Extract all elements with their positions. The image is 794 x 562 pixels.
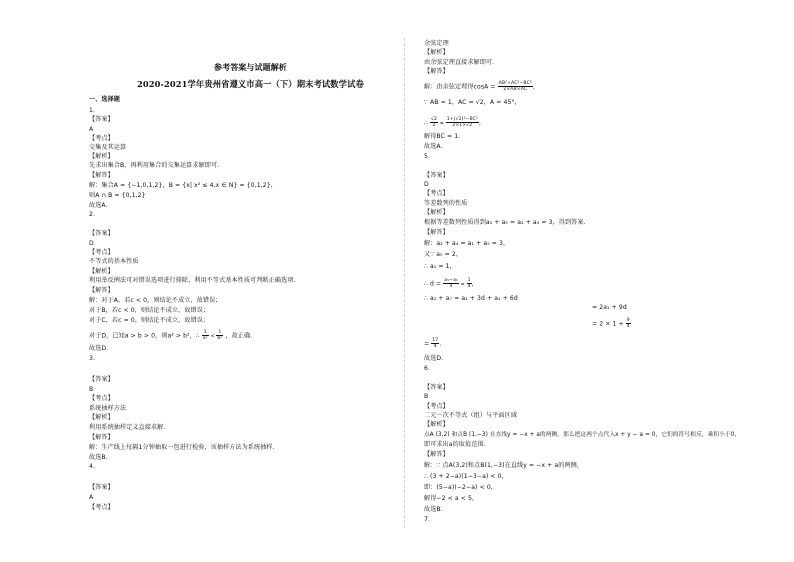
- fraction-substituted: $\frac{\text{1+(√2)²−BC²}}{2\times 1\times√2}$: [446, 117, 478, 128]
- knowledge-tag: 【考点】: [424, 403, 449, 410]
- answer-value: A: [89, 494, 94, 501]
- analysis-text: 利用系统抽样定义直接求解.: [89, 424, 166, 431]
- solution-line: 解得BC = 1.: [424, 133, 461, 140]
- question-number: 2.: [89, 211, 96, 218]
- solution-tag: 【解答】: [424, 229, 449, 236]
- solution-text: =: [424, 340, 430, 348]
- answer-value: B: [89, 386, 94, 393]
- solution-line: 即：(5−a)(−2−a) < 0，: [424, 484, 497, 491]
- question-number: 6.: [424, 365, 431, 372]
- solution-tag: 【解答】: [424, 68, 449, 75]
- answer-tag: 【答案】: [89, 116, 114, 123]
- solution-tag: 【解答】: [89, 172, 114, 179]
- solution-line: 解：∵ 点A(3,2)和点B(1,−3)在直线y = −x + a的两侧，: [424, 462, 583, 469]
- solution-line: ∴ a₁ = 1，: [424, 263, 456, 270]
- cosine-law-line: 解：由余弦定理得cosA = $\frac{\text{AB²+AC²−BC²}}{2\times AB\times AC}$ ，: [424, 81, 540, 92]
- answer-value: D: [89, 240, 94, 247]
- common-difference-line: ∴ d = $\frac{\text{a₅−a₁}}{4}$ = $\frac{1}{4}$ ，: [424, 278, 478, 289]
- question-number: 7.: [424, 516, 431, 523]
- analysis-tag: 【解析】: [424, 209, 449, 216]
- solution-line: = 2a₁ + 9d: [592, 304, 627, 311]
- solution-line: 解：对于A，若c < 0，则结论不成立，故错误；: [89, 297, 222, 304]
- solution-line: 故选D.: [89, 345, 109, 352]
- answer-tag: 【答案】: [89, 376, 114, 383]
- analysis-tag: 【解析】: [89, 153, 114, 160]
- question-number: 1.: [89, 107, 96, 114]
- solution-text: 解：由余弦定理得cosA =: [424, 83, 496, 91]
- knowledge-tag: 【考点】: [424, 190, 449, 197]
- solution-line: 对于B，若c < 0，则结论不成立，故错误；: [89, 307, 210, 314]
- result-line: = $\frac{17}{4}$ .: [424, 338, 442, 349]
- solution-line: 故选B.: [424, 506, 443, 513]
- analysis-text: 根据等差数列性质得到a₁ + a₅ = a₂ + a₄ = 3，得到答案.: [424, 219, 586, 226]
- solution-line: 又∵ a₅ = 2，: [424, 251, 463, 258]
- solution-text: ∴ d =: [424, 280, 442, 288]
- solution-line: 故选A.: [424, 143, 443, 150]
- solution-line: 则A ∩ B = {0,1,2}: [89, 192, 146, 199]
- answer-tag: 【答案】: [424, 172, 449, 179]
- question-number: 3.: [89, 355, 96, 362]
- knowledge-point: 不等式的基本性质: [89, 258, 139, 265]
- analysis-text: 由余弦定理直接求解即可.: [424, 59, 495, 66]
- page-title: 参考答案与试题解析: [214, 62, 287, 72]
- knowledge-tag: 【考点】: [89, 135, 114, 142]
- knowledge-point: 等差数列的性质: [424, 200, 468, 207]
- cosine-fraction: $\frac{\text{AB²+AC²−BC²}}{2\times AB\times AC}$: [498, 81, 532, 92]
- solution-line: 故选A.: [89, 202, 108, 209]
- answer-tag: 【答案】: [89, 484, 114, 491]
- answer-tag: 【答案】: [89, 230, 114, 237]
- solution-line: 故选D.: [424, 355, 444, 362]
- solution-tag: 【解答】: [89, 287, 114, 294]
- exam-title: 2020-2021学年贵州省遵义市高一（下）期末考试数学试卷: [137, 79, 364, 89]
- knowledge-point: 二元一次不等式（组）与平面区域: [424, 412, 517, 419]
- therefore-symbol: ∴: [424, 119, 428, 127]
- answer-value: B: [424, 393, 429, 400]
- fraction-1-over-4: $\frac{1}{4}$: [467, 278, 471, 289]
- solution-line: ∴ a₂ + a₇ = a₁ + 3d + a₁ + 6d: [424, 295, 518, 302]
- fraction-9-over-4: $\frac{9}{4}$: [626, 318, 630, 329]
- fraction-root2-over-2: $\frac{√2}{2}$: [431, 117, 438, 128]
- substitution-line: ∴ $\frac{√2}{2}$ = $\frac{\text{1+(√2)²−BC²}}{2\times 1\times√2}$ ，: [424, 117, 486, 128]
- fraction-1-over-b2: $\frac{1}{\text{b²}}$: [217, 330, 223, 341]
- analysis-tag: 【解析】: [89, 268, 114, 275]
- solution-line: 解：生产线上每隔1分钟抽取一包进行检验，该抽样方法为系统抽样.: [89, 444, 275, 451]
- analysis-tag: 【解析】: [89, 414, 114, 421]
- solution-line: 对于C，若c = 0，则结论不成立，故错误；: [89, 317, 210, 324]
- solution-line: ∵ AB = 1，AC = √2，A = 45°，: [424, 99, 521, 106]
- solution-line-with-fraction: 对于D，已知a > b > 0，则a² > b²，∴ $\frac{1}{\text{a²}}$ < $\frac{1}{\text{b²}}$ ，故正确.: [89, 330, 253, 341]
- fraction-1-over-a2: $\frac{1}{\text{a²}}$: [202, 330, 208, 341]
- analysis-tag: 【解析】: [424, 49, 449, 56]
- solution-line: 解：集合A = {−1,0,1,2}，B = {x| x² ≤ 4,x ∈ N} = {0,1,2}，: [89, 182, 277, 189]
- answer-tag: 【答案】: [424, 384, 449, 391]
- solution-line: ∴ (3 + 2−a)(1−3−a) < 0，: [424, 473, 508, 480]
- analysis-tag: 【解析】: [424, 421, 449, 428]
- knowledge-tag: 【考点】: [89, 249, 114, 256]
- question-number: 4.: [89, 463, 96, 470]
- fraction-17-over-4: $\frac{17}{4}$: [432, 338, 439, 349]
- question-number: 5.: [424, 153, 431, 160]
- solution-text: 对于D，已知a > b > 0，则a² > b²，∴: [89, 332, 200, 340]
- solution-text: = 2 × 1 +: [592, 320, 624, 328]
- solution-line: 解：a₂ + a₄ = a₁ + a₅ = 3，: [424, 240, 510, 247]
- analysis-text: 点A (3,2) 和点B (1,−3) 在直线y = −x + a的两侧，那么把这两个点代入x + y − a = 0，它们的符号相反，乘积小于0，: [424, 432, 741, 438]
- answer-value: D: [424, 181, 429, 188]
- solution-tag: 【解答】: [424, 451, 449, 458]
- fraction-d: $\frac{\text{a₅−a₁}}{4}$: [444, 278, 458, 289]
- analysis-text: 即可求出a的取值范围.: [424, 441, 486, 448]
- column-divider: [404, 38, 405, 528]
- section-heading: 一、选择题: [89, 96, 120, 103]
- analysis-text: 先求出集合B，再利用集合的交集运算求解即可.: [89, 162, 220, 169]
- knowledge-point: 系统抽样方法: [89, 405, 127, 412]
- knowledge-tag: 【考点】: [89, 504, 114, 511]
- solution-line: 解得−2 < a < 5，: [424, 495, 479, 502]
- analysis-text: 利用举反例法可对错误选项进行排除，利用不等式基本性质可判断正确选项.: [89, 277, 296, 284]
- knowledge-point: 交集及其运算: [89, 144, 127, 151]
- solution-line-with-fraction: [592, 318, 631, 329]
- solution-tag: 【解答】: [89, 434, 114, 441]
- knowledge-tag: 【考点】: [89, 395, 114, 402]
- knowledge-point: 余弦定理: [424, 40, 449, 47]
- answer-value: A: [89, 126, 94, 133]
- solution-line: 故选B.: [89, 454, 108, 461]
- solution-text: ，故正确.: [225, 332, 253, 340]
